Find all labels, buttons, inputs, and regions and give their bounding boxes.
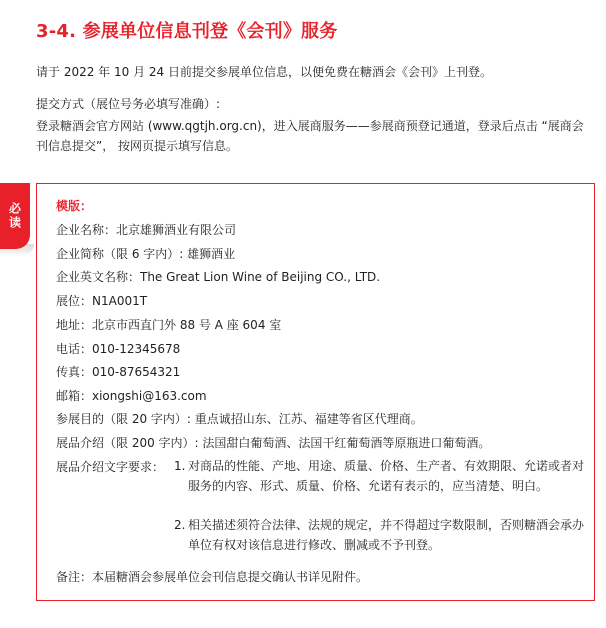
requirement-text: 相关描述须符合法律、法规的规定，并不得超过字数限制，否则糖酒会承办单位有权对该信息进行修改、删减或不予刊登。 [188, 518, 585, 552]
field-english-name: 企业英文名称：The Great Lion Wine of Beijing CO., LTD. [56, 270, 381, 284]
requirement-number: 2. [174, 518, 186, 532]
requirement-number: 1. [174, 459, 186, 473]
field-company-name: 企业名称：北京雄狮酒业有限公司 [56, 223, 237, 237]
footnote: 备注：本届糖酒会参展单位会刊信息提交确认书详见附件。 [56, 570, 369, 584]
must-read-tag: 必读 [0, 183, 30, 249]
requirement-item [174, 515, 586, 555]
submission-method-label: 提交方式（展位号务必填写准确）: [36, 97, 221, 111]
requirement-text: 对商品的性能、产地、用途、质量、价格、生产者、有效期限、允诺或者对服务的内容、形式、质量、价格、允诺有表示的，应当清楚、明白。 [188, 459, 585, 493]
requirement-item [174, 456, 586, 496]
field-purpose: 参展目的（限 20 字内）: 重点诚招山东、江苏、福建等省区代理商。 [56, 412, 423, 426]
field-email: 邮箱：xiongshi@163.com [56, 389, 207, 403]
field-fax: 传真：010-87654321 [56, 365, 181, 379]
field-booth: 展位：N1A001T [56, 294, 148, 308]
field-product-intro: 展品介绍（限 200 字内）: 法国甜白葡萄酒、法国干红葡萄酒等原瓶进口葡萄酒。 [56, 436, 491, 450]
field-phone: 电话：010-12345678 [56, 342, 181, 356]
requirements-label: 展品介绍文字要求： [56, 460, 165, 474]
template-heading: 模版： [56, 199, 93, 213]
intro-deadline: 请于 2022 年 10 月 24 日前提交参展单位信息，以便免费在糖酒会《会刊》上刊登。 [36, 65, 492, 79]
submission-method-text: 登录糖酒会官方网站 (www.qgtjh.org.cn)，进入展商服务——参展商预登记通道，登录后点击 “展商会刊信息提交”， 按网页提示填写信息。 [36, 119, 584, 153]
field-address: 地址：北京市西直门外 88 号 A 座 604 室 [56, 318, 282, 332]
section-title: 3-4. 参展单位信息刊登《会刊》服务 [36, 21, 338, 42]
field-short-name: 企业简称（限 6 字内）: 雄狮酒业 [56, 247, 236, 261]
